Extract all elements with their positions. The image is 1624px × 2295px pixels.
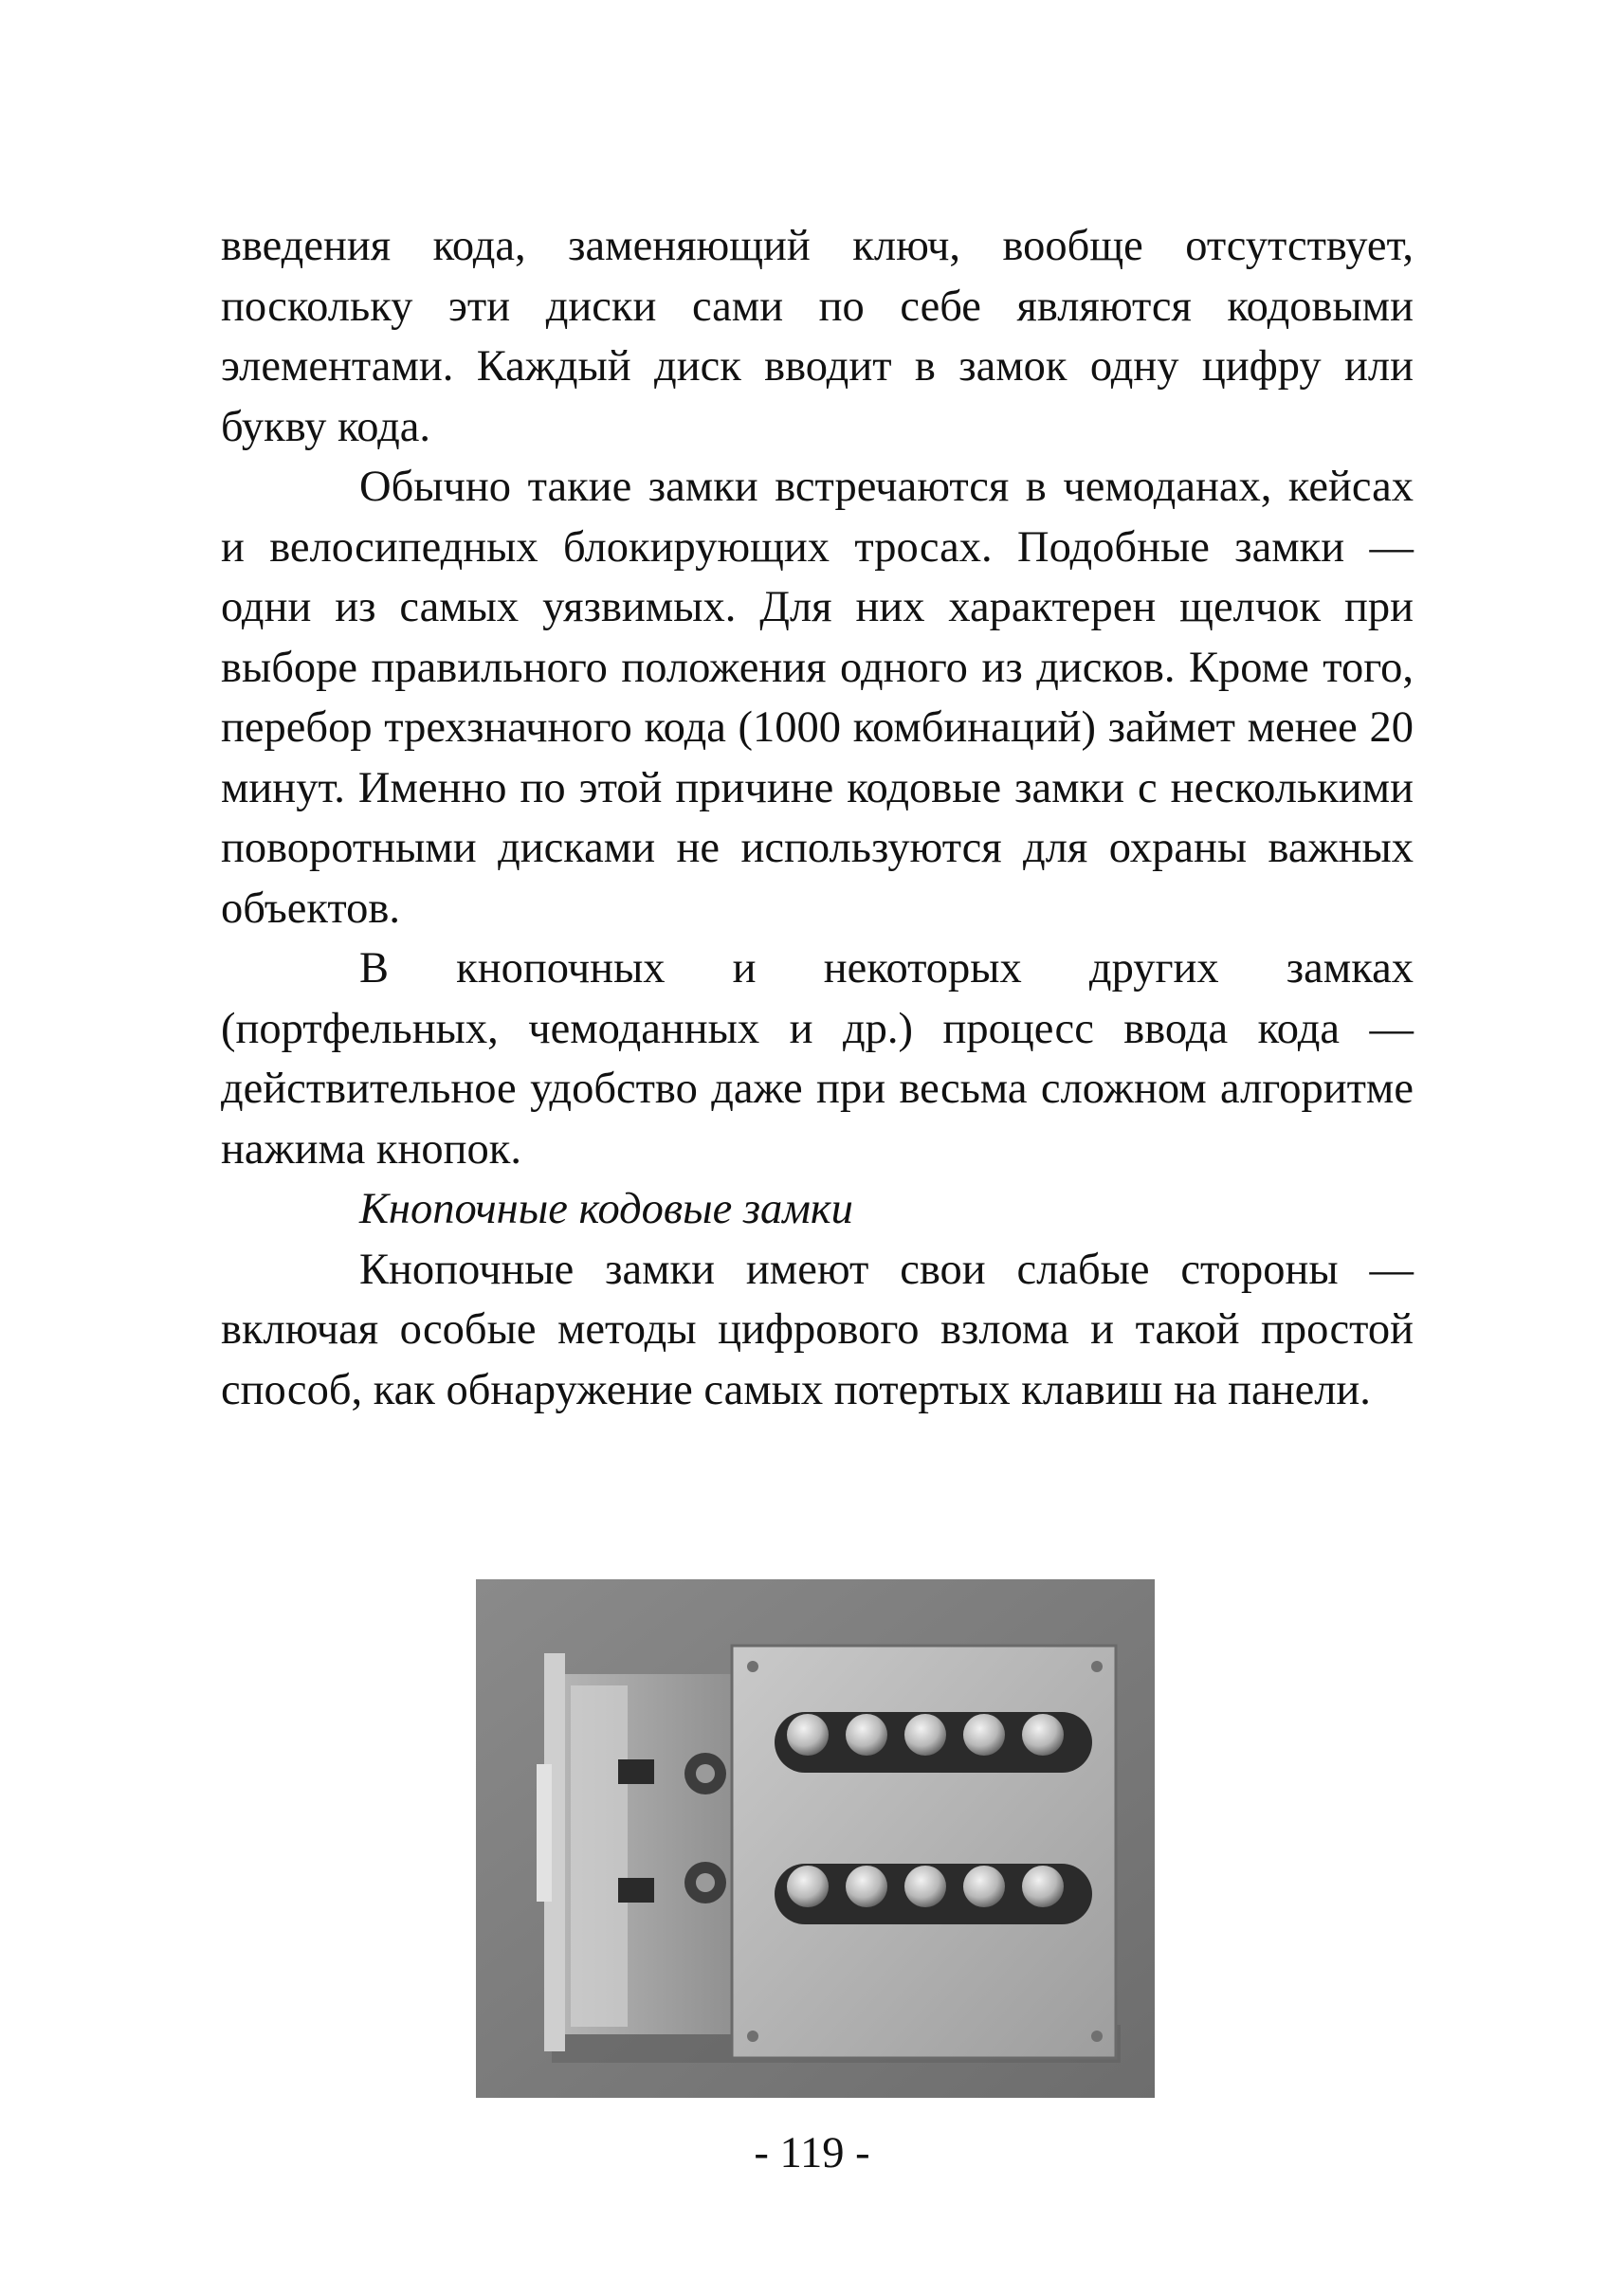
page-number: - 119 - [754, 2129, 870, 2177]
paragraph-1: введения кода, заменяющий ключ, вообще отсутствует, поскольку эти диски сами по себе являются кодовыми элементами. Каждый диск вводит в замок одну цифру или букву кода. [221, 222, 1414, 451]
paragraph-3: В кнопочных и некоторых других замках (портфельных, чемоданных и др.) процесс ввода кода — действительное удобство даже при весьма сложном алгоритме нажима кнопок. [221, 944, 1414, 1174]
lock-photo [476, 1579, 1155, 2098]
paragraph-4: Кнопочные замки имеют свои слабые стороны — включая особые методы цифрового взлома и такой простой способ, как обнаружение самых потертых клавиш на панели. [221, 1245, 1414, 1414]
paragraph-2: Обычно такие замки встречаются в чемоданах, кейсах и велосипедных блокирующих тросах. Подобные замки — одни из самых уязвимых. Для них характерен щелчок при выборе правильного положения одного из дисков. Кроме того, перебор трехзначного кода (1000 комбинаций) займет менее 20 минут. Именно по этой причине кодовые замки с несколькими поворотными дисками не используются для охраны важных объектов. [221, 463, 1414, 933]
page-body [221, 216, 1414, 1420]
section-heading: Кнопочные кодовые замки [359, 1185, 853, 1233]
code-plate [732, 1646, 1116, 2058]
